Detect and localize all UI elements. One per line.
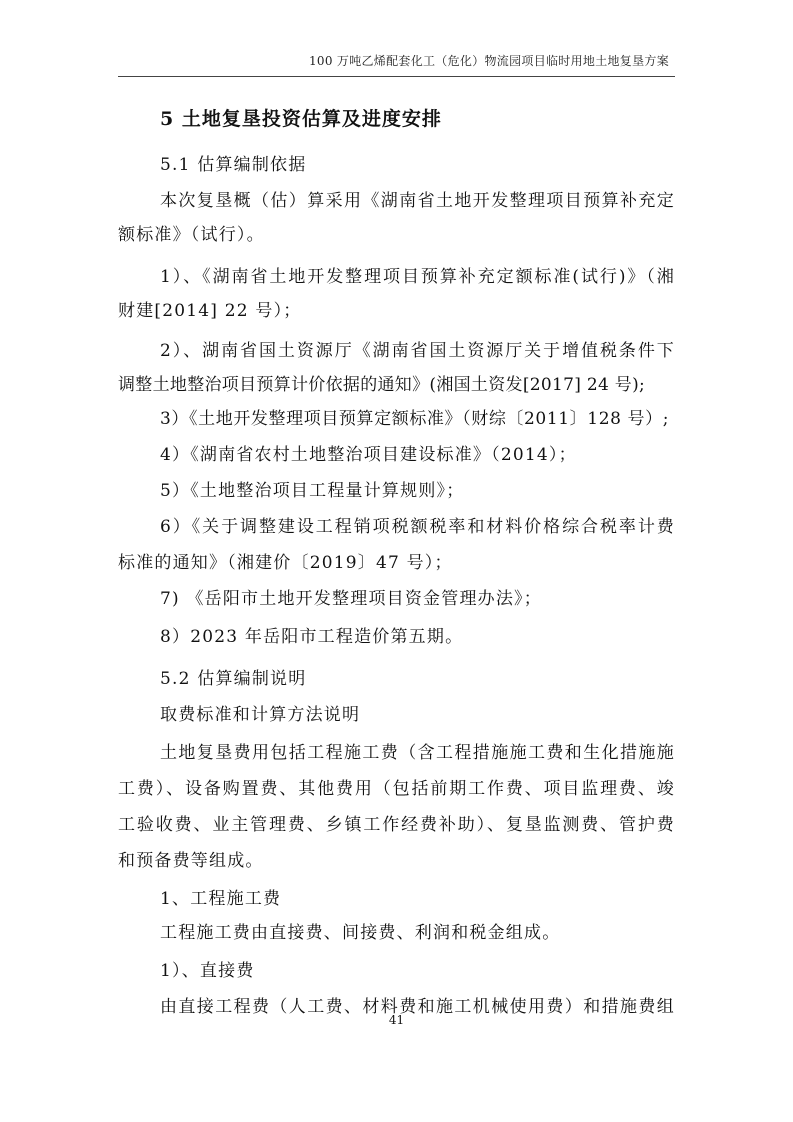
list-item-line: 8）2023 年岳阳市工程造价第五期。 [160, 627, 464, 647]
subheading-line: 1）、直接费 [160, 961, 255, 981]
paragraph-line: 由直接工程费（人工费、材料费和施工机械使用费）和措施费组 [160, 997, 675, 1017]
paragraph-line: 土地复垦费用包括工程施工费（含工程措施施工费和生化措施施 [160, 743, 675, 763]
list-item-line: 7) 《岳阳市土地开发整理项目资金管理办法》； [160, 589, 542, 609]
paragraph-line: 额标准》（试行）。 [118, 225, 265, 245]
subsection-heading-5-1: 5.1 估算编制依据 [160, 155, 307, 175]
subheading-line: 1、工程施工费 [160, 889, 282, 909]
paragraph-line: 本次复垦概（估）算采用《湖南省土地开发整理项目预算补充定 [160, 191, 675, 211]
section-title: 5 土地复垦投资估算及进度安排 [160, 108, 442, 130]
paragraph-line: 工费）、设备购置费、其他费用（包括前期工作费、项目监理费、竣 [118, 779, 675, 799]
paragraph-line: 和预备费等组成。 [118, 851, 264, 871]
list-item-line: 调整土地整治项目预算计价依据的通知》(湘国土资发[2017] 24 号); [118, 375, 646, 395]
list-item-line: 6）《关于调整建设工程销项税额税率和材料价格综合税率计费 [160, 517, 675, 537]
paragraph-line: 工验收费、业主管理费、乡镇工作经费补助）、复垦监测费、管护费 [118, 815, 675, 835]
list-item-line: 5）《土地整治项目工程量计算规则》； [160, 481, 465, 501]
running-header: 100 万吨乙烯配套化工（危化）物流园项目临时用地土地复垦方案 [308, 54, 669, 68]
header-rule [118, 76, 675, 77]
list-item-line: 2）、湖南省国土资源厅《湖南省国土资源厅关于增值税条件下 [160, 341, 675, 361]
list-item-line: 财建[2014] 22 号）； [118, 301, 302, 321]
list-item-line: 标准的通知》（湘建价〔2019〕47 号）； [118, 553, 453, 573]
list-item-line: 4）《湖南省农村土地整治项目建设标准》（2014）； [160, 445, 577, 465]
paragraph-line: 取费标准和计算方法说明 [160, 705, 361, 725]
page-number: 41 [388, 1013, 405, 1027]
list-item-line: 3）《土地开发整理项目预算定额标准》（财综〔2011〕128 号）; [160, 409, 670, 429]
subsection-heading-5-2: 5.2 估算编制说明 [160, 669, 307, 689]
list-item-line: 1）、《湖南省土地开发整理项目预算补充定额标准(试行)》（湘 [160, 267, 675, 287]
paragraph-line: 工程施工费由直接费、间接费、利润和税金组成。 [160, 923, 561, 943]
